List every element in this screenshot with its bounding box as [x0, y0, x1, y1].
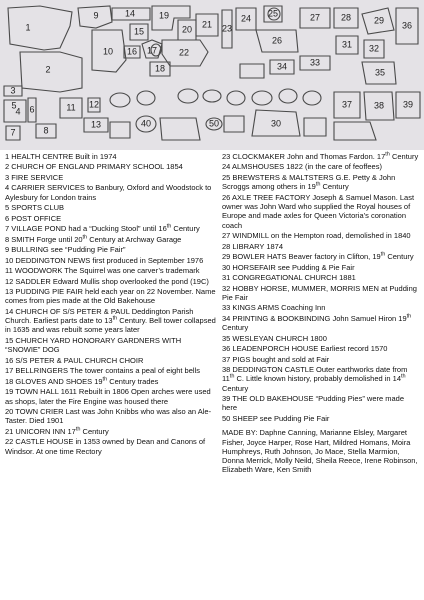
legend-entry — [222, 162, 420, 171]
legend-entry-text-cont: Century trades — [107, 376, 159, 386]
legend-entry-text: 4 CARRIER SERVICES to Banbury, Oxford and Woodstock to Aylesbury for London trains — [5, 183, 212, 202]
legend-entry — [5, 162, 218, 171]
legend-entry-text: 38 DEDDINGTON CASTLE Outer earthworks date from 11 — [222, 365, 408, 384]
legend-entry-superscript: th — [229, 373, 235, 380]
legend-entry-text-cont: Century. Bell tower collapsed in 1635 and was rebuilt some years later — [5, 316, 216, 335]
legend-entry-text: 7 VILLAGE POND had a “Ducking Stool” until 16 — [5, 224, 167, 234]
map-shape-48 — [227, 91, 245, 105]
legend-entry-superscript: th — [315, 181, 321, 188]
legend-entry — [222, 231, 420, 240]
legend-entry-text: 22 CASTLE HOUSE in 1353 owned by Dean and Canons of Windsor. At one time Rectory — [5, 437, 206, 456]
map-shape-46 — [178, 89, 198, 103]
map-shape-1 — [8, 6, 72, 50]
legend-entry-text: 26 AXLE TREE FACTORY Joseph & Samuel Mason. Last owner was John Ward who supplied the Royal houses of Europe and made axles for Queen Victoria’s coronation coach — [222, 192, 415, 230]
legend-entry — [5, 287, 218, 306]
legend-entry — [5, 214, 218, 223]
legend-entry-text: 2 CHURCH OF ENGLAND PRIMARY SCHOOL 1854 — [5, 162, 183, 172]
map-label-17: 17 — [146, 45, 158, 56]
legend-entry — [222, 394, 420, 413]
legend-entry — [5, 377, 218, 386]
map-shape-52 — [110, 93, 130, 107]
legend-entry — [5, 336, 218, 355]
map-label-6: 6 — [29, 104, 35, 115]
map-shape-53 — [137, 91, 155, 105]
map-label-12: 12 — [88, 99, 100, 110]
legend-entry-superscript: th — [401, 373, 406, 380]
legend-entry — [222, 252, 420, 261]
map-label-38: 38 — [373, 100, 385, 111]
legend-entry-text: 34 PRINTING & BOOKBINDING John Samuel Hiron 19 — [222, 313, 407, 323]
legend-entry — [222, 173, 420, 192]
map-shape-36 — [240, 64, 264, 78]
legend-entry-text: 5 SPORTS CLUB — [5, 203, 65, 213]
map-label-36: 36 — [401, 20, 413, 31]
map-label-19: 19 — [158, 10, 170, 21]
map-label-11: 11 — [66, 102, 76, 113]
map-label-29: 29 — [373, 15, 385, 26]
map-label-18: 18 — [154, 63, 166, 74]
legend-entry-text: 23 CLOCKMAKER John and Thomas Fardon. 17 — [222, 152, 386, 161]
map-label-39: 39 — [402, 99, 414, 110]
legend-entry-text-cont: C. Little known history, probably demolished in 14 — [234, 374, 402, 384]
legend-entry-superscript: th — [112, 315, 118, 322]
map-label-37: 37 — [341, 99, 353, 110]
legend-entry — [5, 356, 218, 365]
legend-entry-text-cont: Century — [222, 383, 249, 393]
legend-entry-text-cont: Century — [385, 252, 414, 262]
map-label-2: 2 — [45, 64, 51, 75]
map-shape-47 — [203, 90, 221, 102]
legend-entry — [5, 152, 218, 161]
map-shape-43 — [110, 122, 130, 138]
map-label-9: 9 — [93, 10, 99, 21]
legend-entry-text-cont: Century at Archway Garage — [87, 234, 182, 244]
legend-entry-text-cont: Century — [171, 224, 200, 234]
legend-entry-superscript: th — [380, 251, 386, 258]
map-label-24: 24 — [240, 13, 252, 24]
legend-entry-superscript: th — [75, 426, 81, 433]
legend-entry-text: 33 KINGS ARMS Coaching Inn — [222, 303, 326, 313]
legend-entry-text: 35 WESLEYAN CHURCH 1800 — [222, 333, 327, 343]
legend-entry — [5, 235, 218, 244]
legend-entry — [222, 193, 420, 230]
map-shape-51 — [303, 91, 321, 105]
map-label-3: 3 — [10, 85, 16, 96]
map-shape-50 — [279, 89, 297, 103]
map-label-31: 31 — [341, 39, 353, 50]
legend-entry — [5, 173, 218, 182]
legend-entry-text: 12 SADDLER Edward Mullis shop overlooked the pond (19C) — [5, 276, 209, 286]
legend-entry-superscript: th — [166, 223, 172, 230]
map-label-4: 4 — [15, 106, 21, 117]
legend-entry-text-cont: Century — [222, 323, 249, 333]
made-by-credits: MADE BY: Daphne Canning, Marianne Elsley, Margaret Fisher, Joyce Harper, Rose Hart, Mildred Homans, Moira Humphreys, Ruth Johnson, Jo Mace, Stella Marmion, Donna Merrick, Molly Neild, Sheila Reece, Irene Robinson, Elizabeth Ware, Ken Smith — [222, 428, 418, 475]
legend-entry-superscript: th — [406, 313, 412, 320]
legend-entry-text: 31 CONGREGATIONAL CHURCH 1881 — [222, 273, 356, 283]
legend-entry — [5, 266, 218, 275]
map-label-20: 20 — [181, 24, 193, 35]
legend-entry — [5, 366, 218, 375]
map-label-13: 13 — [90, 119, 102, 130]
legend-entry — [5, 183, 218, 202]
legend-entry-text: 27 WINDMILL on the Hempton road, demolished in 1840 — [222, 231, 411, 241]
legend-entry-text: 11 WOODWORK The Squirrel was one carver’s trademark — [5, 266, 200, 276]
map-label-1: 1 — [25, 22, 31, 33]
legend-entry-text: 30 HORSEFAIR see Pudding & Pie Fair — [222, 262, 355, 272]
legend-entry-text: 20 TOWN CRIER Last was John Knibbs who was also an Ale-Taster. Died 1901 — [5, 406, 212, 426]
legend-left-column — [5, 152, 218, 457]
legend-entry-text: 25 BREWSTERS & MALTSTERS G.E. Petty & John Scroggs among others in 19 — [222, 172, 396, 192]
map-shape-49 — [252, 91, 272, 105]
legend-entry-text-cont: Century — [80, 426, 109, 436]
legend-entry-text: 36 LEADENPORCH HOUSE Earliest record 1570 — [222, 344, 388, 354]
legend-entry-text: 39 THE OLD BAKEHOUSE “Pudding Pies” were made here — [222, 394, 405, 413]
legend-entry — [222, 284, 420, 303]
legend-entry-text: 24 ALMSHOUSES 1822 (in the care of feoffees) — [222, 162, 382, 172]
legend-entry-text: 8 SMITH Forge until 20 — [5, 234, 83, 244]
legend-entry — [222, 414, 420, 423]
map-shape-2 — [20, 52, 82, 92]
legend-entry — [222, 242, 420, 251]
legend-entry-text: 15 CHURCH YARD HONORARY GARDNERS WITH “SNOWIE” DOG — [5, 335, 182, 355]
legend-entry-text: 28 LIBRARY 1874 — [222, 241, 284, 251]
legend-entry-text: 9 BULLRING see “Pudding Pie Fair” — [5, 245, 126, 255]
legend-entry — [5, 387, 218, 406]
map-label-22: 22 — [178, 47, 190, 58]
legend-entry — [5, 427, 218, 436]
map-label-27: 27 — [309, 12, 321, 23]
map-label-25: 25 — [267, 8, 279, 19]
legend-entry — [5, 277, 218, 286]
legend-entry — [5, 245, 218, 254]
map-label-14: 14 — [124, 8, 136, 19]
legend-entry-text: 10 DEDDINGTON NEWS first produced in September 1976 — [5, 255, 204, 265]
legend-entry — [222, 334, 420, 343]
map-label-40: 40 — [140, 118, 152, 129]
map-label-10: 10 — [102, 46, 114, 57]
map-shape-44 — [224, 116, 244, 132]
legend-entry-text: 19 TOWN HALL 1611 Rebuilt in 1806 Open arches were used as shops, later the Fire Engine was housed there — [5, 387, 211, 406]
legend-entry — [5, 307, 218, 335]
legend-entry-text: 13 PUDDING PIE FAIR held each year on 22 November. Name comes from pies made at the Old Bakehouse — [5, 287, 216, 306]
legend-entry — [222, 314, 420, 333]
legend-entry-text: 3 FIRE SERVICE — [5, 172, 64, 182]
map-shape-40 — [334, 122, 376, 140]
map-label-21: 21 — [201, 19, 213, 30]
legend-entry — [5, 203, 218, 212]
legend-entry-text-cont: Century — [320, 182, 349, 192]
legend-entry — [222, 365, 420, 393]
map-label-28: 28 — [340, 12, 352, 23]
map-label-34: 34 — [276, 61, 288, 72]
map-shape-45 — [304, 118, 326, 136]
legend-entry-text: 17 BELLRINGERS The tower contains a peal of eight bells — [5, 366, 200, 376]
map-label-8: 8 — [43, 125, 49, 136]
legend-entry-text: 37 PIGS bought and sold at Fair — [222, 354, 330, 364]
legend-entry-text: 6 POST OFFICE — [5, 213, 62, 223]
legend-entry-text: 50 SHEEP see Pudding Pie Fair — [222, 413, 330, 423]
map-label-26: 26 — [271, 35, 283, 46]
legend-entry-text: 29 BOWLER HATS Beaver factory in Clifton, 19 — [222, 252, 381, 262]
legend-entry — [5, 256, 218, 265]
map-label-30: 30 — [270, 118, 282, 129]
map-label-7: 7 — [10, 127, 16, 138]
map-diagram — [0, 0, 424, 150]
legend-entry — [222, 152, 420, 161]
map-label-35: 35 — [374, 67, 386, 78]
map-label-15: 15 — [133, 26, 145, 37]
legend-right-entries — [222, 152, 420, 423]
legend-entry-superscript: th — [102, 376, 108, 383]
legend-entry — [222, 344, 420, 353]
map-label-23: 23 — [221, 23, 233, 34]
legend-entry — [5, 224, 218, 233]
legend-entry — [222, 303, 420, 312]
legend-right-column — [222, 152, 420, 475]
legend-entry-text: 14 CHURCH OF S/S PETER & PAUL Deddington Parish Church. Earliest parts date to 13 — [5, 306, 194, 326]
legend-entry-text-cont: Century — [389, 152, 419, 161]
legend-entry-text: 16 S/S PETER & PAUL CHURCH CHOIR — [5, 355, 144, 365]
legend-entry-superscript: th — [385, 151, 390, 158]
legend-entry — [222, 273, 420, 282]
legend-entry — [5, 407, 218, 426]
legend-entry — [222, 355, 420, 364]
legend-entry-superscript: th — [82, 234, 88, 241]
legend-entry-text: 21 UNICORN INN 17 — [5, 426, 76, 436]
legend — [0, 150, 424, 600]
legend-entry-text: 18 GLOVES AND SHOES 19 — [5, 376, 103, 386]
map-label-50: 50 — [208, 118, 220, 129]
legend-entry — [222, 263, 420, 272]
legend-entry-text: 32 HOBBY HORSE, MUMMER, MORRIS MEN at Pudding Pie Fair — [222, 283, 417, 302]
map-label-16: 16 — [126, 46, 138, 57]
map-label-5: 5 — [11, 100, 17, 111]
legend-entry-text: 1 HEALTH CENTRE Built in 1974 — [5, 152, 117, 161]
map-label-32: 32 — [368, 43, 380, 54]
map-label-33: 33 — [309, 57, 321, 68]
map-shape-42 — [160, 118, 200, 140]
map-outline-svg — [0, 0, 424, 150]
legend-entry — [5, 437, 218, 456]
